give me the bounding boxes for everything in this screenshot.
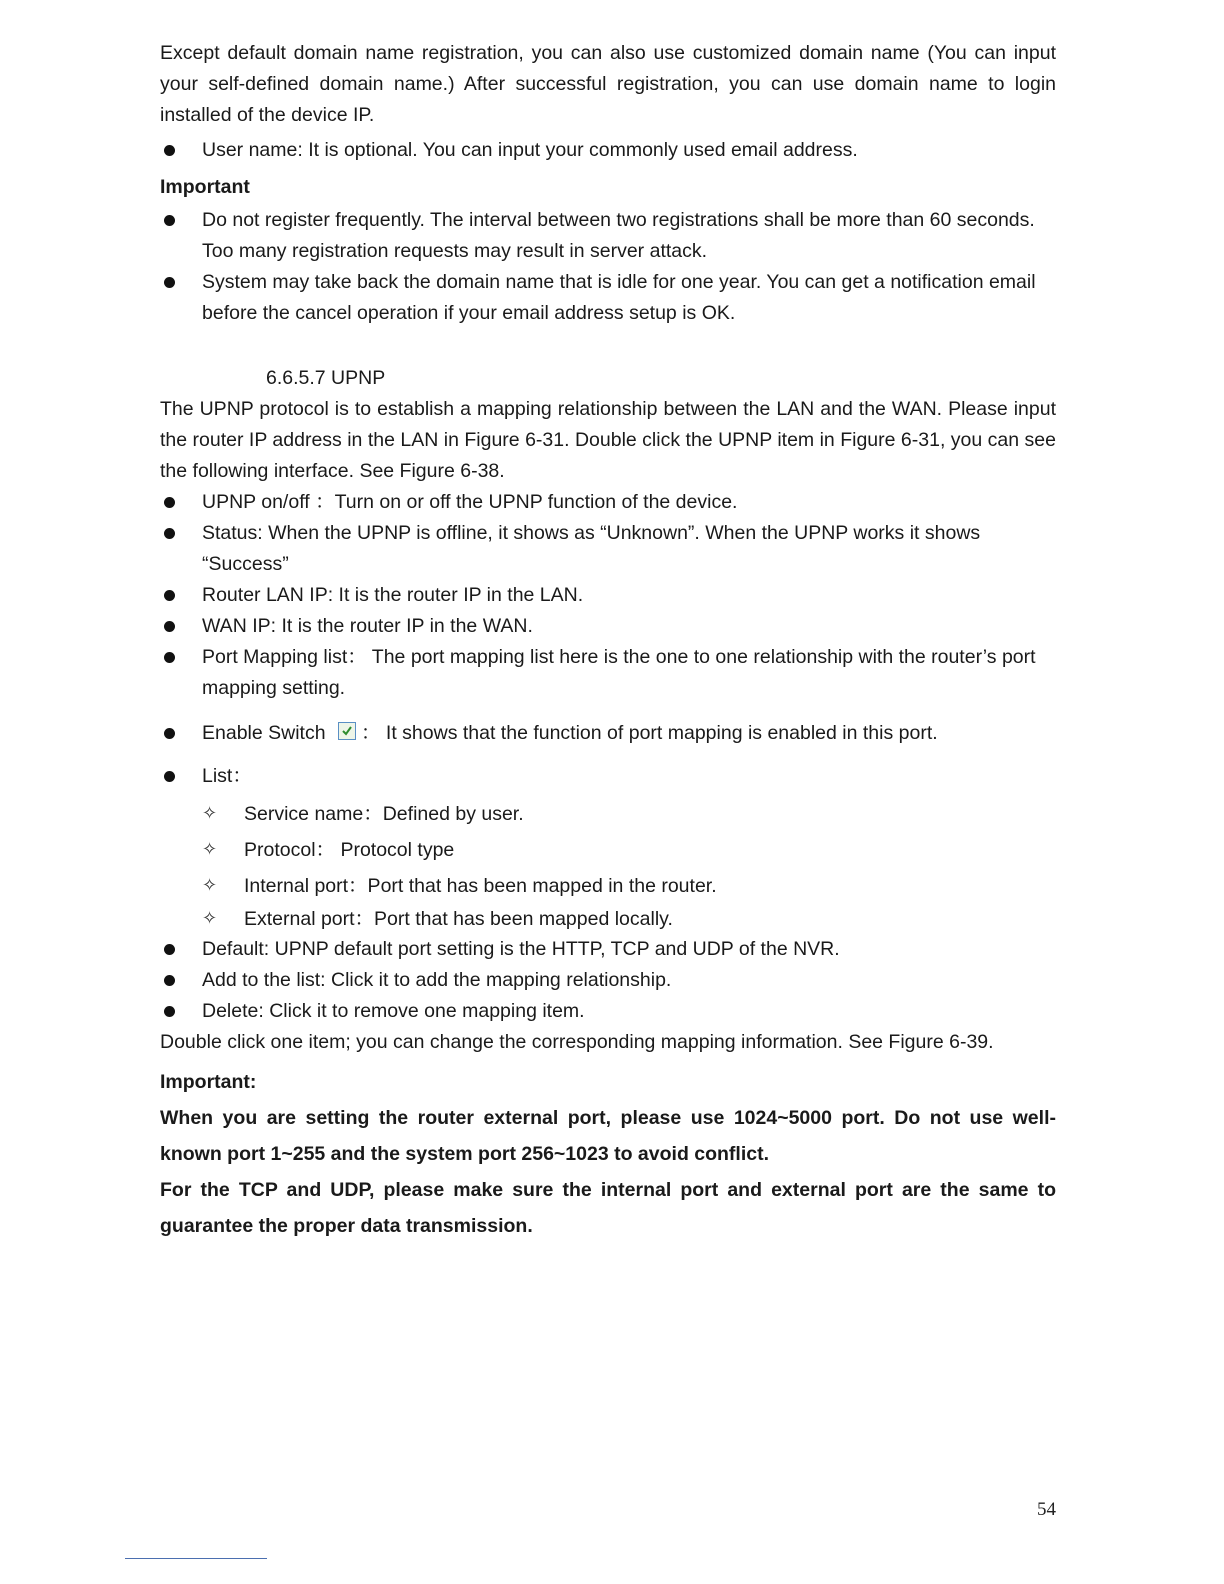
bullet-status: Status: When the UPNP is offline, it shows as “Unknown”. When the UPNP works it shows “Success” (160, 518, 1056, 580)
enable-switch-label: Enable Switch (202, 722, 326, 744)
footer-rule (125, 1558, 267, 1559)
bullet-port-mapping-list: Port Mapping list： The port mapping list here is the one to one relationship with the router’s port mapping setting. (160, 642, 1056, 704)
important-para-ports: When you are setting the router external port, please use 1024~5000 port. Do not use well-known port 1~255 and the system port 256~1023 to avoid conflict. (160, 1107, 1056, 1165)
page-number: 54 (1037, 1499, 1056, 1520)
important-para-tcp-udp: For the TCP and UDP, please make sure the internal port and external port are the same to guarantee the proper data transmission. (160, 1179, 1056, 1237)
bullet-username: User name: It is optional. You can input your commonly used email address. (160, 135, 1056, 166)
bullet-list: List： (160, 761, 1056, 792)
enable-switch-text: ： It shows that the function of port mapping is enabled in this port. (361, 722, 938, 744)
important-heading-2: Important: (160, 1071, 257, 1093)
important-item: Do not register frequently. The interval between two registrations shall be more than 60 seconds. Too many registration requests may result in server attack. (160, 205, 1056, 267)
important-item: System may take back the domain name that is idle for one year. You can get a notification email before the cancel operation if your email address setup is OK. (160, 267, 1056, 329)
bullet-upnp-onoff: UPNP on/off ：Turn on or off the UPNP function of the device. (160, 487, 1056, 518)
list-item-service-name: ✧ Service name：Defined by user. (160, 796, 1056, 832)
double-click-paragraph: Double click one item; you can change the corresponding mapping information. See Figure 6-39. (160, 1031, 994, 1053)
diamond-icon: ✧ (202, 908, 218, 929)
checkbox-icon (338, 722, 356, 740)
list-item-protocol: ✧ Protocol： Protocol type (160, 832, 1056, 868)
important-heading: Important (160, 176, 250, 198)
diamond-icon: ✧ (202, 803, 218, 824)
document-page (160, 38, 1056, 1244)
bullet-default: Default: UPNP default port setting is the HTTP, TCP and UDP of the NVR. (160, 934, 1056, 965)
bullet-enable-switch (160, 718, 1056, 749)
section-paragraph: The UPNP protocol is to establish a mapping relationship between the LAN and the WAN. Please input the router IP address in the LAN in Figure 6-31. Double click the UPNP item in Figure 6-31, you can see the following interface. See Figure 6-38. (160, 398, 1056, 482)
intro-paragraph: Except default domain name registration, you can also use customized domain name (You can input your self-defined domain name.) After successful registration, you can use domain name to login installed of the device IP. (160, 42, 1056, 126)
bullet-delete: Delete: Click it to remove one mapping item. (160, 996, 1056, 1027)
list-item-external-port: ✧ External port：Port that has been mapped locally. (160, 904, 1056, 934)
section-title: 6.6.5.7 UPNP (266, 367, 386, 389)
diamond-icon: ✧ (202, 839, 218, 860)
bullet-add-to-list: Add to the list: Click it to add the mapping relationship. (160, 965, 1056, 996)
bullet-router-lan-ip: Router LAN IP: It is the router IP in the LAN. (160, 580, 1056, 611)
list-item-internal-port: ✧ Internal port：Port that has been mapped in the router. (160, 868, 1056, 904)
bullet-wan-ip: WAN IP: It is the router IP in the WAN. (160, 611, 1056, 642)
diamond-icon: ✧ (202, 875, 218, 896)
